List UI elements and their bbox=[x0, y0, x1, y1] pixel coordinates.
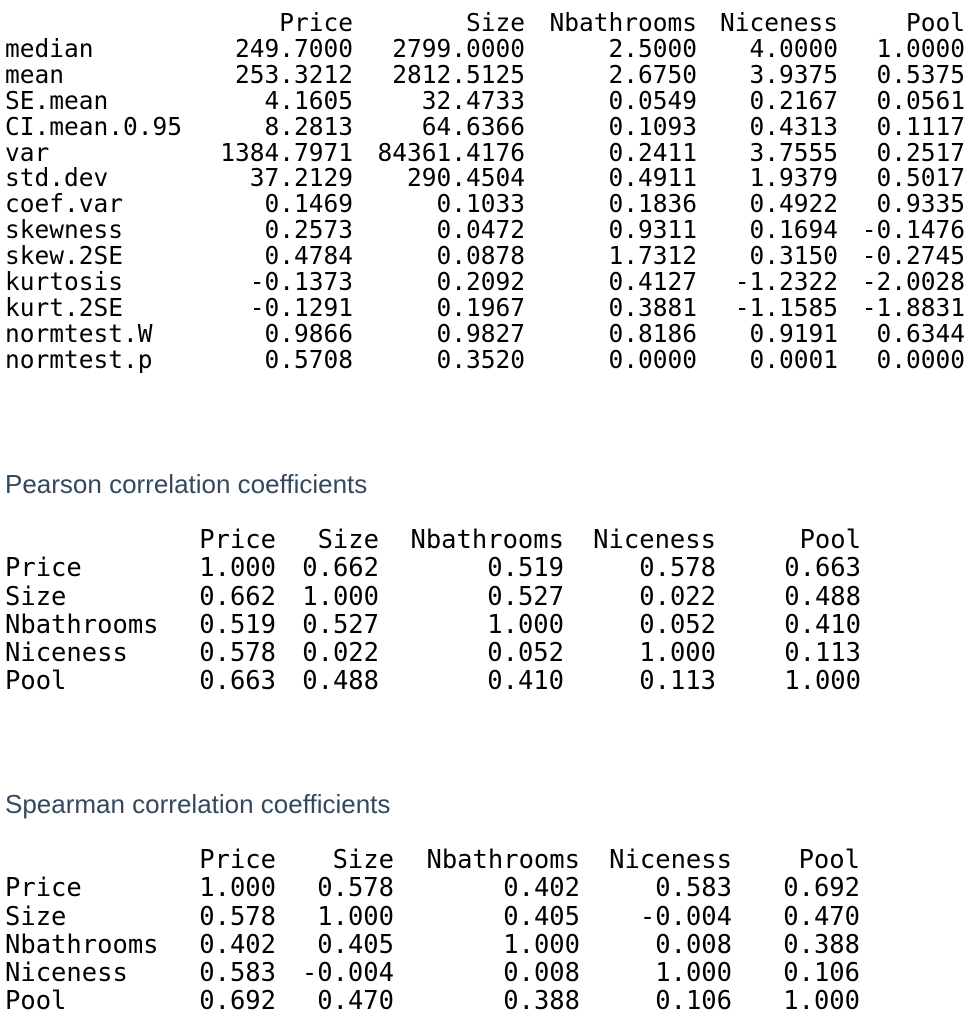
table-cell: 0.527 bbox=[487, 581, 564, 612]
table-cell: 0.113 bbox=[639, 666, 716, 697]
table-cell: 1.000 bbox=[487, 609, 564, 640]
table-cell: 0.402 bbox=[199, 929, 276, 960]
table-row bbox=[5, 931, 860, 959]
table-cell: 0.4313 bbox=[749, 111, 838, 141]
spearman-corner-cell bbox=[5, 846, 173, 874]
descriptive-header-row bbox=[5, 10, 965, 36]
table-row bbox=[5, 959, 860, 987]
table-cell: 1.000 bbox=[199, 873, 276, 904]
table-cell: 0.663 bbox=[199, 666, 276, 697]
row-label: coef.var bbox=[5, 189, 124, 219]
table-cell: 0.663 bbox=[784, 553, 861, 584]
table-cell: 0.578 bbox=[199, 901, 276, 932]
row-label: Pool bbox=[5, 666, 67, 697]
pearson-correlation-body bbox=[5, 554, 861, 695]
table-row bbox=[5, 321, 965, 347]
descriptive-stats-body bbox=[5, 33, 965, 374]
table-cell: 0.470 bbox=[317, 986, 394, 1017]
table-cell: 0.578 bbox=[199, 638, 276, 669]
table-cell: 0.0001 bbox=[749, 344, 838, 374]
table-cell: -0.004 bbox=[639, 901, 732, 932]
table-cell: 0.008 bbox=[655, 929, 732, 960]
table-cell: 0.008 bbox=[503, 958, 580, 989]
table-row bbox=[5, 269, 965, 295]
table-cell: 1.000 bbox=[655, 958, 732, 989]
row-label: var bbox=[5, 137, 50, 167]
table-cell: 37.2129 bbox=[249, 163, 353, 193]
table-cell: 1.000 bbox=[302, 581, 379, 612]
table-row bbox=[5, 114, 965, 140]
spearman-header-row bbox=[5, 846, 860, 874]
descriptive-corner-cell bbox=[5, 10, 210, 36]
column-header: Nbathrooms bbox=[426, 845, 580, 875]
row-label: normtest.p bbox=[5, 344, 153, 374]
table-cell: -2.0028 bbox=[861, 267, 965, 297]
column-header: Price bbox=[199, 525, 276, 555]
pearson-correlation-table bbox=[5, 526, 861, 696]
table-cell: 0.4922 bbox=[749, 189, 838, 219]
row-label: Size bbox=[5, 901, 67, 932]
table-cell: -1.8831 bbox=[861, 292, 965, 322]
table-cell: 1.000 bbox=[317, 901, 394, 932]
row-label: Niceness bbox=[5, 958, 128, 989]
table-cell: 0.2573 bbox=[264, 215, 353, 245]
table-cell: 1.000 bbox=[503, 929, 580, 960]
table-cell: 0.388 bbox=[503, 986, 580, 1017]
table-cell: 0.2167 bbox=[749, 85, 838, 115]
row-label: normtest.W bbox=[5, 318, 153, 348]
table-cell: -0.1373 bbox=[249, 267, 353, 297]
row-label: mean bbox=[5, 59, 65, 89]
table-cell: 0.4127 bbox=[608, 267, 697, 297]
table-cell: 0.9866 bbox=[264, 318, 353, 348]
table-cell: 0.022 bbox=[302, 638, 379, 669]
table-row bbox=[5, 347, 965, 373]
table-cell: 64.6366 bbox=[421, 111, 525, 141]
table-cell: 1.9379 bbox=[749, 163, 838, 193]
table-cell: 0.3881 bbox=[608, 292, 697, 322]
table-cell: 0.402 bbox=[503, 873, 580, 904]
column-header: Nbathrooms bbox=[549, 8, 697, 37]
row-label: SE.mean bbox=[5, 85, 109, 115]
column-header: Size bbox=[332, 845, 394, 875]
table-row bbox=[5, 36, 965, 62]
table-cell: 0.488 bbox=[784, 581, 861, 612]
pearson-heading: Pearson correlation coefficients bbox=[5, 469, 368, 499]
row-label: Nbathrooms bbox=[5, 609, 159, 640]
table-cell: 0.1469 bbox=[264, 189, 353, 219]
column-header: Size bbox=[317, 525, 379, 555]
table-cell: 0.519 bbox=[487, 553, 564, 584]
table-cell: 1.000 bbox=[784, 666, 861, 697]
table-cell: 3.9375 bbox=[749, 59, 838, 89]
table-cell: 84361.4176 bbox=[377, 137, 525, 167]
column-header: Price bbox=[279, 8, 353, 37]
table-cell: -0.1476 bbox=[861, 215, 965, 245]
table-cell: 0.052 bbox=[487, 638, 564, 669]
table-row bbox=[5, 140, 965, 166]
table-cell: 0.106 bbox=[783, 958, 860, 989]
table-cell: 0.052 bbox=[639, 609, 716, 640]
table-cell: 253.3212 bbox=[234, 59, 353, 89]
table-cell: 0.5708 bbox=[264, 344, 353, 374]
table-cell: 0.578 bbox=[639, 553, 716, 584]
table-row bbox=[5, 295, 965, 321]
table-cell: 0.1033 bbox=[436, 189, 525, 219]
row-label: Size bbox=[5, 581, 67, 612]
table-cell: 2799.0000 bbox=[392, 33, 525, 63]
table-cell: 0.583 bbox=[655, 873, 732, 904]
row-label: std.dev bbox=[5, 163, 109, 193]
column-header: Price bbox=[199, 845, 276, 875]
spearman-heading: Spearman correlation coefficients bbox=[5, 789, 391, 819]
table-cell: 0.405 bbox=[503, 901, 580, 932]
table-cell: 4.1605 bbox=[264, 85, 353, 115]
table-row bbox=[5, 667, 861, 695]
table-cell: 0.2411 bbox=[608, 137, 697, 167]
table-cell: 0.8186 bbox=[608, 318, 697, 348]
column-header: Niceness bbox=[609, 845, 732, 875]
table-row bbox=[5, 554, 861, 582]
pearson-header-row bbox=[5, 526, 861, 554]
table-cell: -1.2322 bbox=[734, 267, 838, 297]
column-header: Niceness bbox=[719, 8, 838, 37]
table-cell: 1.0000 bbox=[876, 33, 965, 63]
table-cell: -0.2745 bbox=[861, 241, 965, 271]
table-cell: 0.5017 bbox=[876, 163, 965, 193]
table-cell: 0.022 bbox=[639, 581, 716, 612]
table-row bbox=[5, 611, 861, 639]
table-cell: 1.7312 bbox=[608, 241, 697, 271]
column-header: Pool bbox=[799, 525, 861, 555]
row-label: skewness bbox=[5, 215, 124, 245]
table-cell: 0.2517 bbox=[876, 137, 965, 167]
table-cell: 0.6344 bbox=[876, 318, 965, 348]
table-cell: 0.0000 bbox=[876, 344, 965, 374]
table-cell: 0.583 bbox=[199, 958, 276, 989]
row-label: CI.mean.0.95 bbox=[5, 111, 183, 141]
row-label: median bbox=[5, 33, 94, 63]
table-cell: 0.0561 bbox=[876, 85, 965, 115]
table-cell: 0.662 bbox=[302, 553, 379, 584]
table-cell: 0.3150 bbox=[749, 241, 838, 271]
table-cell: 1384.7971 bbox=[220, 137, 353, 167]
table-cell: 0.0000 bbox=[608, 344, 697, 374]
table-cell: 0.1836 bbox=[608, 189, 697, 219]
table-cell: 0.1093 bbox=[608, 111, 697, 141]
table-row bbox=[5, 987, 860, 1015]
table-cell: 0.527 bbox=[302, 609, 379, 640]
row-label: kurt.2SE bbox=[5, 292, 124, 322]
table-cell: 4.0000 bbox=[749, 33, 838, 63]
descriptive-stats-table bbox=[5, 10, 965, 373]
table-cell: 0.113 bbox=[784, 638, 861, 669]
table-cell: 0.410 bbox=[487, 666, 564, 697]
table-cell: 0.388 bbox=[783, 929, 860, 960]
column-header: Size bbox=[465, 8, 525, 37]
column-header: Niceness bbox=[593, 525, 716, 555]
table-row bbox=[5, 165, 965, 191]
table-cell: 0.9335 bbox=[876, 189, 965, 219]
table-cell: 0.0878 bbox=[436, 241, 525, 271]
column-header: Pool bbox=[905, 8, 965, 37]
table-cell: 2.6750 bbox=[608, 59, 697, 89]
table-cell: 0.692 bbox=[783, 873, 860, 904]
spearman-correlation-table bbox=[5, 846, 860, 1016]
table-cell: 0.578 bbox=[317, 873, 394, 904]
spearman-correlation-body bbox=[5, 874, 860, 1015]
table-cell: 0.9827 bbox=[436, 318, 525, 348]
table-cell: 249.7000 bbox=[234, 33, 353, 63]
table-cell: 0.106 bbox=[655, 986, 732, 1017]
table-cell: 0.0549 bbox=[608, 85, 697, 115]
table-cell: 3.7555 bbox=[749, 137, 838, 167]
row-label: Nbathrooms bbox=[5, 929, 159, 960]
table-row bbox=[5, 243, 965, 269]
table-row bbox=[5, 217, 965, 243]
table-cell: 1.000 bbox=[199, 553, 276, 584]
table-cell: 2.5000 bbox=[608, 33, 697, 63]
row-label: skew.2SE bbox=[5, 241, 124, 271]
table-cell: 0.519 bbox=[199, 609, 276, 640]
table-cell: 2812.5125 bbox=[392, 59, 525, 89]
table-cell: -1.1585 bbox=[734, 292, 838, 322]
table-cell: 0.1694 bbox=[749, 215, 838, 245]
table-cell: 0.4784 bbox=[264, 241, 353, 271]
table-cell: 0.692 bbox=[199, 986, 276, 1017]
table-cell: 1.000 bbox=[783, 986, 860, 1017]
table-cell: 0.9191 bbox=[749, 318, 838, 348]
column-header: Nbathrooms bbox=[410, 525, 564, 555]
row-label: Price bbox=[5, 873, 82, 904]
table-cell: 0.3520 bbox=[436, 344, 525, 374]
table-cell: 290.4504 bbox=[406, 163, 525, 193]
table-cell: 0.405 bbox=[317, 929, 394, 960]
table-row bbox=[5, 62, 965, 88]
table-cell: 0.488 bbox=[302, 666, 379, 697]
table-cell: 0.2092 bbox=[436, 267, 525, 297]
table-row bbox=[5, 88, 965, 114]
table-cell: 0.662 bbox=[199, 581, 276, 612]
table-cell: -0.1291 bbox=[249, 292, 353, 322]
table-row bbox=[5, 639, 861, 667]
table-cell: 0.470 bbox=[783, 901, 860, 932]
column-header: Pool bbox=[798, 845, 860, 875]
row-label: Price bbox=[5, 553, 82, 584]
row-label: kurtosis bbox=[5, 267, 124, 297]
table-cell: 0.9311 bbox=[608, 215, 697, 245]
table-cell: 0.0472 bbox=[436, 215, 525, 245]
table-cell: 0.1967 bbox=[436, 292, 525, 322]
table-cell: 8.2813 bbox=[264, 111, 353, 141]
table-cell: 0.1117 bbox=[876, 111, 965, 141]
table-row bbox=[5, 874, 860, 902]
pearson-corner-cell bbox=[5, 526, 173, 554]
table-cell: -0.004 bbox=[301, 958, 394, 989]
row-label: Niceness bbox=[5, 638, 128, 669]
table-row bbox=[5, 191, 965, 217]
table-cell: 1.000 bbox=[639, 638, 716, 669]
table-cell: 0.410 bbox=[784, 609, 861, 640]
table-cell: 0.5375 bbox=[876, 59, 965, 89]
table-cell: 0.4911 bbox=[608, 163, 697, 193]
table-cell: 32.4733 bbox=[421, 85, 525, 115]
row-label: Pool bbox=[5, 986, 67, 1017]
table-row bbox=[5, 903, 860, 931]
table-row bbox=[5, 583, 861, 611]
